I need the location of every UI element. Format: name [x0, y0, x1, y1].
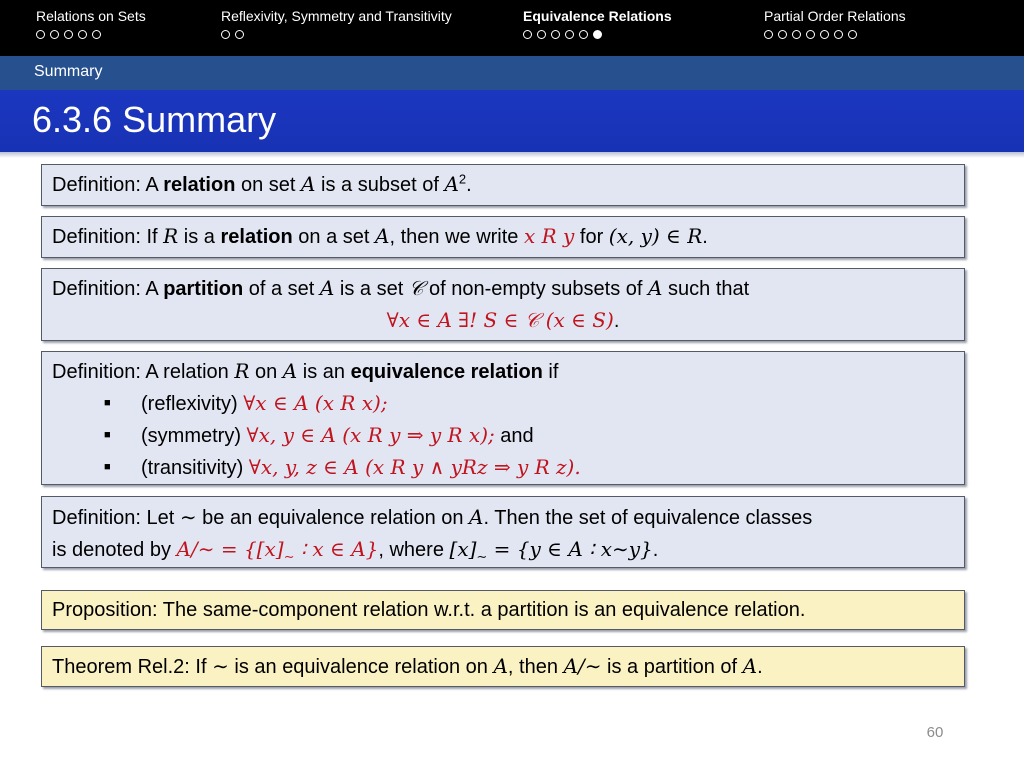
math-subscript-sim: ∼ [476, 550, 488, 565]
title-shadow [0, 152, 1024, 158]
math-set-c: 𝒞 [408, 276, 424, 300]
math-subscript-sim: ∼ [283, 550, 295, 565]
math-reflexivity: ∀x ∈ A (x R x); [243, 391, 388, 415]
slide-dot[interactable] [806, 30, 815, 39]
text: if [542, 361, 559, 383]
slide-dot[interactable] [50, 30, 59, 39]
partition-line [52, 273, 954, 305]
math-set-a: A [742, 654, 758, 678]
text: is an equivalence relation on [228, 656, 494, 678]
classes-line-2 [52, 534, 954, 566]
nav-progress-dots [523, 30, 672, 39]
definition-equivalence-classes-box [41, 496, 965, 568]
text: on [249, 361, 283, 383]
math-symmetry: ∀x, y ∈ A (x R y ⇒ y R x); [246, 423, 495, 447]
math-pair-in-r: (x, y) ∈ R [608, 224, 703, 248]
math-partition-formula: ∀x ∈ A ∃! S ∈ 𝒞 (x ∈ S) [386, 308, 614, 332]
text: is a subset of [315, 174, 445, 196]
text: is a [178, 226, 221, 248]
slide-dot[interactable] [537, 30, 546, 39]
nav-section-title: Partial Order Relations [764, 8, 906, 24]
slide-dot[interactable] [579, 30, 588, 39]
text: Theorem Rel.2: If [52, 656, 213, 678]
list-item-reflexivity [52, 388, 954, 420]
section-nav-bar [0, 0, 1024, 56]
math-class-x: [x] [449, 537, 477, 561]
text: Definition: If [52, 226, 164, 248]
nav-section-partial-order[interactable] [764, 6, 906, 39]
text: Definition: A relation [52, 361, 235, 383]
text: , then we write [389, 226, 524, 248]
text: , then [507, 656, 564, 678]
text: . [702, 226, 708, 248]
text: . [613, 310, 620, 332]
list-item-symmetry [52, 420, 954, 452]
theorem-box [41, 646, 965, 687]
text: and [494, 425, 534, 447]
math-set-a: A [282, 359, 298, 383]
text: . [757, 656, 763, 678]
proposition-text: Proposition: The same-component relation w.r.t. a partition is an equivalence relation. [52, 599, 806, 621]
text: is denoted by [52, 539, 177, 561]
slide-dot[interactable] [523, 30, 532, 39]
text: , where [378, 539, 450, 561]
slide-dot[interactable] [551, 30, 560, 39]
math-sim: ∼ [212, 654, 229, 678]
nav-progress-dots [36, 30, 146, 39]
nav-progress-dots [221, 30, 452, 39]
math-sim: ∼ [179, 505, 197, 529]
slide-dot[interactable] [235, 30, 244, 39]
nav-section-equivalence-relations[interactable] [523, 6, 672, 39]
equivalence-line [52, 356, 954, 388]
text: of non-empty subsets of [423, 278, 648, 300]
slide-dot[interactable] [820, 30, 829, 39]
subsection-title: Summary [34, 63, 103, 80]
item-label: (symmetry) [141, 425, 247, 447]
title-band [0, 90, 1024, 152]
math-quotient-set-end: ∶ x ∈ A} [294, 537, 379, 561]
nav-section-relations-on-sets[interactable] [36, 6, 146, 39]
list-item-transitivity [52, 452, 954, 484]
math-set-a: A [319, 276, 335, 300]
item-label: (reflexivity) [141, 393, 244, 415]
text: . Then the set of equivalence classes [483, 507, 813, 529]
text: of a set [243, 278, 320, 300]
math-relation-r: R [163, 224, 179, 248]
math-set-a: A [444, 172, 459, 196]
text: Definition: A [52, 174, 164, 196]
text: on a set [292, 226, 376, 248]
definition-equivalence-box [41, 351, 965, 485]
slide-dot[interactable] [778, 30, 787, 39]
proposition-box [41, 590, 965, 630]
slide-dot[interactable] [764, 30, 773, 39]
term-relation: relation [220, 226, 293, 248]
slide-dot[interactable] [848, 30, 857, 39]
text: such that [662, 278, 750, 300]
slide-dot[interactable] [565, 30, 574, 39]
item-label: (transitivity) [141, 457, 249, 479]
math-class-def: = {y ∈ A ∶ x∼y} [487, 537, 653, 561]
text: be an equivalence relation on [196, 507, 470, 529]
definition-partition-box [41, 268, 965, 341]
term-partition: partition [163, 278, 244, 300]
slide-dot[interactable] [36, 30, 45, 39]
text: Definition: Let [52, 507, 180, 529]
classes-line-1 [52, 502, 954, 534]
nav-section-title: Equivalence Relations [523, 8, 672, 24]
math-set-a: A [469, 505, 484, 529]
math-quotient: A/∼ [563, 654, 602, 678]
text: . [652, 539, 659, 561]
math-set-a: A [493, 654, 508, 678]
math-set-a: A [375, 224, 390, 248]
page-number: 60 [926, 724, 944, 741]
text: is an [297, 361, 351, 383]
math-set-a: A [301, 172, 316, 196]
text: is a set [334, 278, 409, 300]
nav-section-title: Reflexivity, Symmetry and Transitivity [221, 8, 452, 24]
slide-dot[interactable] [92, 30, 101, 39]
partition-formula-line [52, 305, 954, 337]
definition-relation-box [41, 164, 965, 206]
math-quotient-set: A/∼ = {[x] [176, 537, 284, 561]
math-relation-r: R [234, 359, 250, 383]
term-relation: relation [163, 174, 236, 196]
definition-notation-box [41, 216, 965, 258]
math-transitivity: ∀x, y, z ∈ A (x R y ∧ yRz ⇒ y R z). [248, 455, 581, 479]
page-title: 6.3.6 Summary [32, 99, 277, 140]
slide-dot[interactable] [64, 30, 73, 39]
subsection-band [0, 56, 1024, 90]
text: Definition: A [52, 278, 164, 300]
slide-dot[interactable] [834, 30, 843, 39]
slide-dot[interactable] [792, 30, 801, 39]
current-slide-dot[interactable] [593, 30, 602, 39]
slide-dot[interactable] [78, 30, 87, 39]
text: is a partition of [601, 656, 743, 678]
nav-progress-dots [764, 30, 906, 39]
math-xry: x R y [523, 224, 575, 248]
text: . [466, 174, 472, 196]
math-set-a: A [648, 276, 663, 300]
text: for [574, 226, 609, 248]
nav-section-reflexivity[interactable] [221, 6, 452, 39]
nav-section-title: Relations on Sets [36, 8, 146, 24]
text: on set [235, 174, 302, 196]
term-equivalence-relation: equivalence relation [350, 361, 543, 383]
math-exponent: 2 [458, 171, 467, 187]
slide-dot[interactable] [221, 30, 230, 39]
